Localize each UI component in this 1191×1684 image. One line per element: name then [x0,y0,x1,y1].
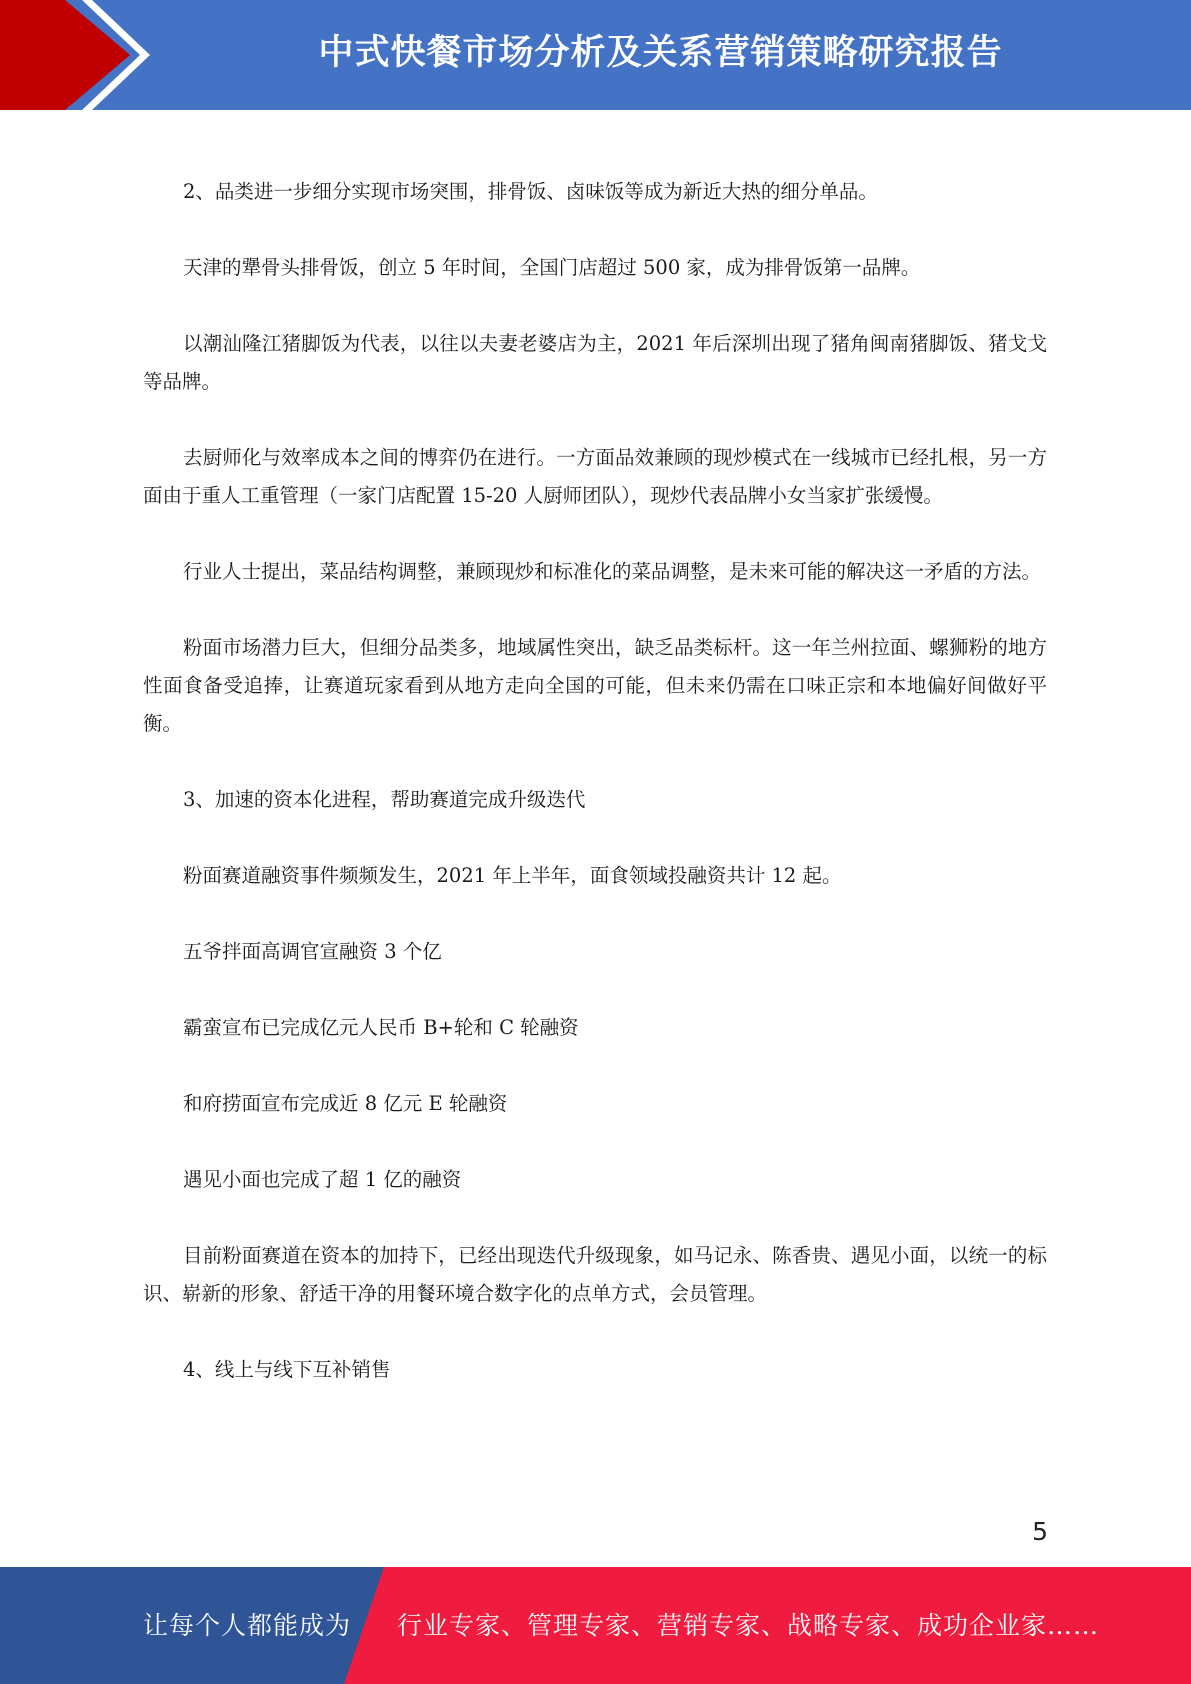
paragraph: 霸蛮宣布已完成亿元人民币 B+轮和 C 轮融资 [183,1016,579,1039]
header-banner [0,0,1191,110]
paragraph: 2、品类进一步细分实现市场突围，排骨饭、卤味饭等成为新近大热的细分单品。 [183,180,878,203]
paragraph: 和府捞面宣布完成近 8 亿元 E 轮融资 [183,1092,508,1115]
paragraph: 粉面市场潜力巨大，但细分品类多，地域属性突出，缺乏品类标杆。这一年兰州拉面、螺狮粉的地方性面食备受追捧，让赛道玩家看到从地方走向全国的可能，但未来仍需在口味正宗和本地偏好间做好平衡。 [143,636,1047,735]
page-number: 5 [1032,1517,1048,1546]
paragraph: 粉面赛道融资事件频频发生，2021 年上半年，面食领域投融资共计 12 起。 [183,864,842,887]
section-heading: 3、加速的资本化进程，帮助赛道完成升级迭代 [183,788,586,811]
paragraph: 行业人士提出，菜品结构调整，兼顾现炒和标准化的菜品调整，是未来可能的解决这一矛盾的方法。 [183,560,1042,583]
paragraph: 五爷拌面高调官宣融资 3 个亿 [183,940,442,963]
footer-slogan-right: 行业专家、管理专家、营销专家、战略专家、成功企业家…… [397,1611,1100,1640]
section-heading: 4、线上与线下互补销售 [183,1358,391,1381]
paragraph: 以潮汕隆江猪脚饭为代表，以往以夫妻老婆店为主，2021 年后深圳出现了猪角闽南猪脚饭、猪戈戈等品牌。 [143,332,1047,393]
paragraph: 去厨师化与效率成本之间的博弈仍在进行。一方面品效兼顾的现炒模式在一线城市已经扎根，另一方面由于重人工重管理（一家门店配置 15-20 人厨师团队），现炒代表品牌小女当家扩张缓慢。 [143,446,1047,507]
footer-banner [0,1567,1191,1684]
document-title: 中式快餐市场分析及关系营销策略研究报告 [318,33,1003,73]
header-arrow-decoration [0,0,160,110]
document-body [143,173,1047,1427]
footer-slogan-left: 让每个人都能成为 [143,1611,352,1640]
paragraph: 天津的犟骨头排骨饭，创立 5 年时间，全国门店超过 500 家，成为排骨饭第一品牌。 [183,256,921,279]
paragraph: 目前粉面赛道在资本的加持下，已经出现迭代升级现象，如马记永、陈香贵、遇见小面，以统一的标识、崭新的形象、舒适干净的用餐环境合数字化的点单方式，会员管理。 [143,1244,1047,1305]
paragraph: 遇见小面也完成了超 1 亿的融资 [183,1168,462,1191]
